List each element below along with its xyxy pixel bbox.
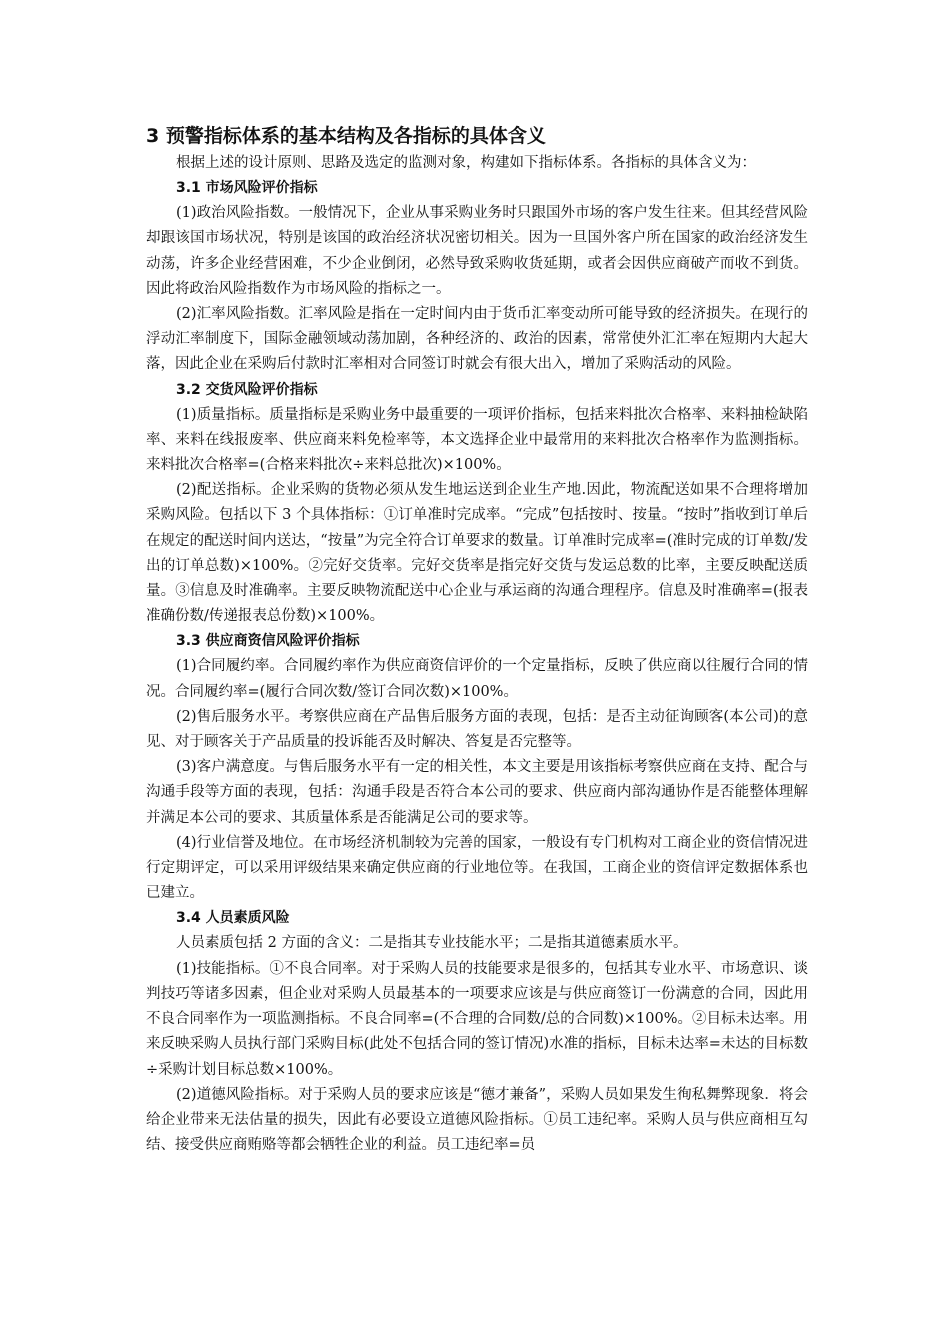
paragraph-exchange-rate-risk: (2)汇率风险指数。汇率风险是指在一定时间内由于货币汇率变动所可能导致的经济损失。在现行的浮动汇率制度下，国际金融领域动荡加剧，各种经济的、政治的因素，常常使外汇汇率在短期内大起大落，因此企业在采购后付款时汇率相对合同签订时就会有很大出入，增加了采购活动的风险。 xyxy=(146,306,808,373)
paragraph-customer-satisfaction: (3)客户满意度。与售后服务水平有一定的相关性，本文主要是用该指标考察供应商在支持、配合与沟通手段等方面的表现，包括：沟通手段是否符合本公司的要求、供应商内部沟通协作是否能整体理解并满足本公司的要求、其质量体系是否能满足公司的要求等。 xyxy=(146,759,808,826)
document-page xyxy=(146,124,808,1158)
paragraph-after-sales-service: (2)售后服务水平。考察供应商在产品售后服务方面的表现，包括：是否主动征询顾客(本公司)的意见、对于顾客关于产品质量的投诉能否及时解决、答复是否完整等。 xyxy=(146,708,808,751)
subsection-heading-3-2: 3.2 交货风险评价指标 xyxy=(176,381,318,398)
paragraph-personnel-quality: 人员素质包括 2 方面的含义：二是指其专业技能水平；二是指其道德素质水平。 xyxy=(176,935,688,952)
paragraph-political-risk: (1)政治风险指数。一般情况下，企业从事采购业务时只跟国外市场的客户发生往来。但其经营风险却跟该国市场状况，特别是该国的政治经济状况密切相关。因为一旦国外客户所在国家的政治经济发生动荡，许多企业经营困难，不少企业倒闭，必然导致采购收货延期，或者会因供应商破产而收不到货。因此将政治风险指数作为市场风险的指标之一。 xyxy=(146,205,808,297)
paragraph-contract-performance: (1)合同履约率。合同履约率作为供应商资信评价的一个定量指标，反映了供应商以往履行合同的情况。合同履约率=(履行合同次数/签订合同次数)×100%。 xyxy=(146,658,808,700)
paragraph-quality-indicator: (1)质量指标。质量指标是采购业务中最重要的一项评价指标，包括来料批次合格率、来料抽检缺陷率、来料在线报废率、供应商来料免检率等，本文选择企业中最常用的来料批次合格率作为监测指标。来料批次合格率=(合格来料批次÷来料总批次)×100%。 xyxy=(146,406,808,474)
intro-paragraph: 根据上述的设计原则、思路及选定的监测对象，构建如下指标体系。各指标的具体含义为： xyxy=(176,155,756,171)
subsection-heading-3-4: 3.4 人员素质风险 xyxy=(176,910,290,927)
paragraph-moral-risk: (2)道德风险指标。对于采购人员的要求应该是“德才兼备”，采购人员如果发生徇私舞弊现象．将会给企业带来无法估量的损失，因此有必要设立道德风险指标。①员工违纪率。采购人员与供应商相互勾结、接受供应商贿赂等都会牺牲企业的利益。员工违纪率=员 xyxy=(146,1086,808,1154)
subsection-heading-3-3: 3.3 供应商资信风险评价指标 xyxy=(176,633,360,650)
section-heading: 3 预警指标体系的基本结构及各指标的具体含义 xyxy=(146,125,546,147)
paragraph-skill-indicator: (1)技能指标。①不良合同率。对于采购人员的技能要求是很多的，包括其专业水平、市场意识、谈判技巧等诸多因素，但企业对采购人员最基本的一项要求应该是与供应商签订一份满意的合同，因此用不良合同率作为一项监测指标。不良合同率=(不合理的合同数/总的合同数)×100%。②目标未达率。用来反映采购人员执行部门采购目标(此处不包括合同的签订情况)水准的指标，目标未达率=未达的目标数÷采购计划目标总数×100%。 xyxy=(146,960,808,1078)
paragraph-industry-reputation: (4)行业信誉及地位。在市场经济机制较为完善的国家，一般设有专门机构对工商企业的资信情况进行定期评定，可以采用评级结果来确定供应商的行业地位等。在我国，工商企业的资信评定数据体系也已建立。 xyxy=(146,834,808,902)
subsection-heading-3-1: 3.1 市场风险评价指标 xyxy=(176,180,318,197)
paragraph-delivery-indicator: (2)配送指标。企业采购的货物必须从发生地运送到企业生产地.因此，物流配送如果不合理将增加采购风险。包括以下 3 个具体指标：①订单准时完成率。“完成”包括按时、按量。“按时”指收到订单后在规定的配送时间内送达，“按量”为完全符合订单要求的数量。订单准时完成率=(准时完成的订单数/发出的订单总数)×100%。②完好交货率。完好交货率是指完好交货与发运总数的比率，主要反映配送质量。③信息及时准确率。主要反映物流配送中心企业与承运商的沟通合理程序。信息及时准确率=(报表准确份数/传递报表总份数)×100%。 xyxy=(146,482,808,625)
